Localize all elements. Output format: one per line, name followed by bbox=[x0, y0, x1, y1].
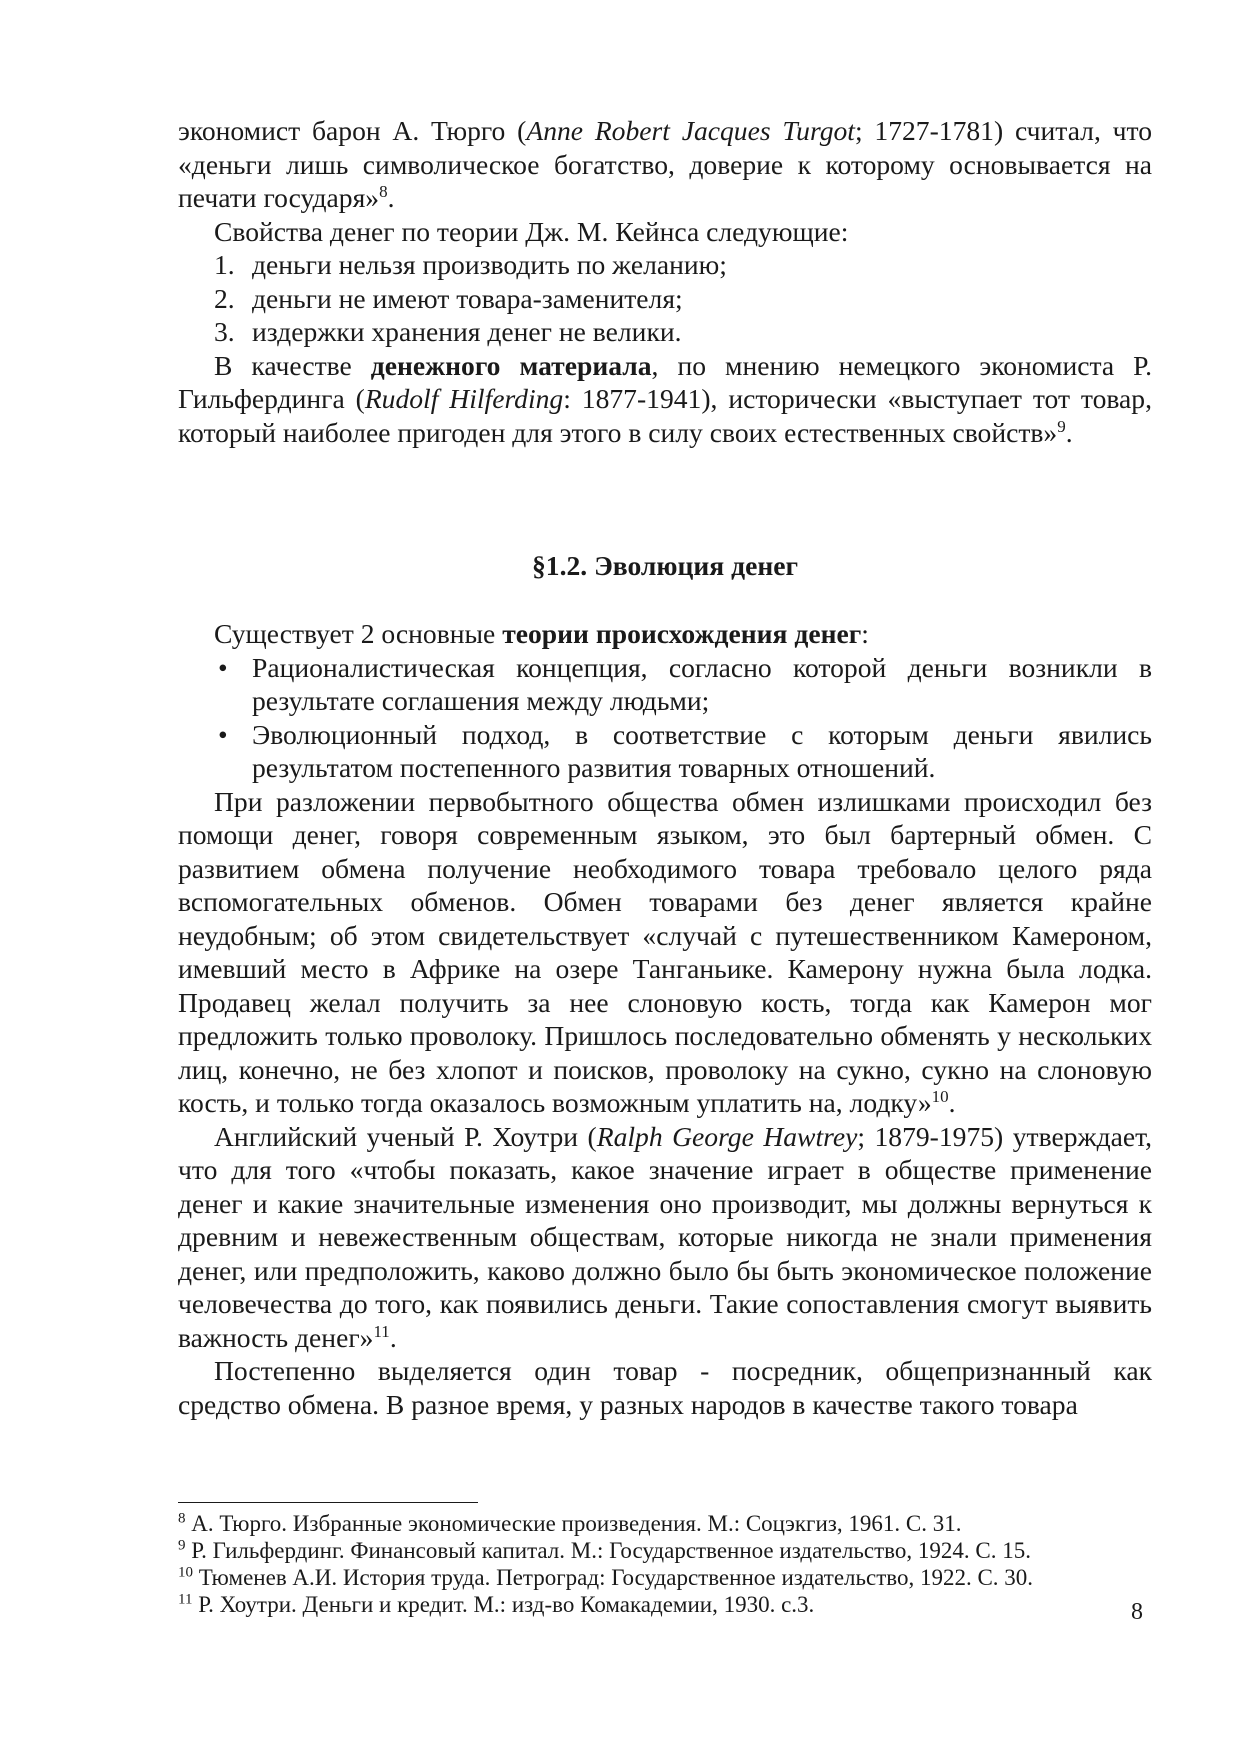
list-item-text: Рационалистическая концепция, согласно которой деньги возникли в результате соглашения между людьми; bbox=[252, 651, 1152, 716]
footnote-text: Р. Хоутри. Деньги и кредит. М.: изд-во Комакадемии, 1930. с.3. bbox=[192, 1592, 815, 1617]
footnote bbox=[178, 1591, 1152, 1618]
list-item bbox=[178, 248, 1152, 282]
footnotes bbox=[178, 1510, 1152, 1618]
bold-term: денежного материала bbox=[370, 349, 652, 381]
text-run: : 1877-1941), исторически «выступает тот товар, который наиболее пригоден для этого в силу своих естественных свойств» bbox=[178, 383, 1153, 448]
list-item bbox=[178, 718, 1152, 785]
paragraph-barter bbox=[178, 785, 1152, 1120]
text-run: . bbox=[1065, 416, 1073, 448]
bold-term: теории происхождения денег bbox=[502, 618, 862, 649]
footnote-ref: 9 bbox=[1057, 416, 1066, 436]
footnote bbox=[178, 1537, 1152, 1564]
footnote-number: 8 bbox=[178, 1510, 186, 1527]
text-run: . bbox=[387, 182, 395, 213]
footnote-ref: 8 bbox=[379, 181, 388, 201]
text-run: В качестве bbox=[214, 349, 371, 381]
author-name-italic: Ralph George Hawtrey bbox=[596, 1120, 858, 1152]
text-run: , по мнению немецкого экономиста Р. Гильфердинга ( bbox=[178, 349, 1152, 414]
bullet-list bbox=[178, 651, 1152, 785]
page-number: 8 bbox=[1131, 1599, 1143, 1625]
text-run: . bbox=[948, 1087, 956, 1118]
text-run: : bbox=[861, 618, 869, 649]
paragraph-hawtrey bbox=[178, 1120, 1152, 1355]
bullet-icon: • bbox=[218, 718, 228, 750]
list-number: 2. bbox=[214, 282, 235, 314]
list-item-text: деньги не имеют товара-заменителя; bbox=[252, 282, 683, 314]
text-run: ; 1727-1781) считал, что «деньги лишь символическое богатство, доверие к которому основывается на печати государя» bbox=[178, 115, 1152, 213]
footnote-number: 11 bbox=[178, 1591, 193, 1608]
list-number: 1. bbox=[214, 249, 235, 280]
text-run: Английский ученый Р. Хоутри ( bbox=[214, 1120, 597, 1152]
text-run: экономист барон А. Тюрго ( bbox=[178, 115, 527, 146]
footnote bbox=[178, 1510, 1152, 1537]
footnote-text: Р. Гильфердинг. Финансовый капитал. М.: Государственное издательство, 1924. С. 15. bbox=[185, 1538, 1031, 1563]
footnote-divider bbox=[178, 1502, 478, 1503]
list-item bbox=[178, 282, 1152, 316]
list-item-text: издержки хранения денег не велики. bbox=[252, 316, 682, 347]
paragraph-hilferding bbox=[178, 349, 1152, 450]
section-heading: §1.2. Эволюция денег bbox=[531, 550, 799, 581]
text-run: При разложении первобытного общества обмен излишками происходил без помощи денег, говоря современным языком, это был бартерный обмен. С развитием обмена получение необходимого товара требовало целого ряда вспомогательных обменов. Обмен товарами без денег является крайне неудобным; об этом свидетельствует «случай с путешественником Камероном, имевший место в Африке на озере Танганьике. Камерону нужна была лодка. Продавец желал получить за нее слоновую кость, тогда как Камерон мог предложить только проволоку. Пришлось последовательно обменять у нескольких лиц, конечно, не без хлопот и поисков, проволоку на сукно, сукно на слоновую кость, и только тогда оказалось возможным уплатить на, лодку» bbox=[178, 785, 1152, 1118]
footnote-number: 10 bbox=[178, 1564, 193, 1581]
section-body bbox=[178, 617, 1152, 1421]
list-item bbox=[178, 651, 1152, 718]
paragraph-turgot bbox=[178, 114, 1152, 215]
footnote-text: Тюменев А.И. История труда. Петроград: Государственное издательство, 1922. С. 30. bbox=[193, 1565, 1034, 1590]
list-item-text: Эволюционный подход, в соответствие с которым деньги явились результатом постепенного развития товарных отношений. bbox=[252, 718, 1152, 783]
paragraph-theories bbox=[178, 617, 1152, 651]
bullet-icon: • bbox=[218, 651, 228, 683]
numbered-list bbox=[178, 248, 1152, 349]
list-item bbox=[178, 315, 1152, 349]
text-run: Существует 2 основные bbox=[214, 618, 503, 649]
footnote-ref: 10 bbox=[931, 1086, 949, 1106]
page-body bbox=[178, 114, 1153, 1420]
list-item-text: деньги нельзя производить по желанию; bbox=[252, 249, 727, 280]
text-run: ; 1879-1975) утверждает, что для того «чтобы показать, какое значение играет в обществе применение денег и какие значительные изменения оно производит, мы должны вернуться к древним и невежественным обществам, которые никогда не знали применения денег, или предположить, каково должно было бы быть экономическое положение человечества до того, как появились деньги. Такие сопоставления смогут выявить важность денег» bbox=[178, 1120, 1152, 1353]
author-name-italic: Anne Robert Jacques Turgot bbox=[526, 115, 855, 146]
footnote bbox=[178, 1564, 1152, 1591]
paragraph-keynes: Свойства денег по теории Дж. М. Кейнса следующие: bbox=[214, 215, 849, 247]
paragraph-intermediary: Постепенно выделяется один товар - посредник, общепризнанный как средство обмена. В разное время, у разных народов в качестве такого товара bbox=[178, 1355, 1152, 1420]
list-number: 3. bbox=[214, 316, 235, 347]
footnote-ref: 11 bbox=[373, 1321, 390, 1341]
text-run: . bbox=[389, 1321, 397, 1353]
footnote-number: 9 bbox=[178, 1537, 186, 1554]
author-name-italic: Rudolf Hilferding bbox=[364, 383, 564, 414]
footnote-text: А. Тюрго. Избранные экономические произведения. М.: Соцэкгиз, 1961. С. 31. bbox=[185, 1511, 962, 1536]
